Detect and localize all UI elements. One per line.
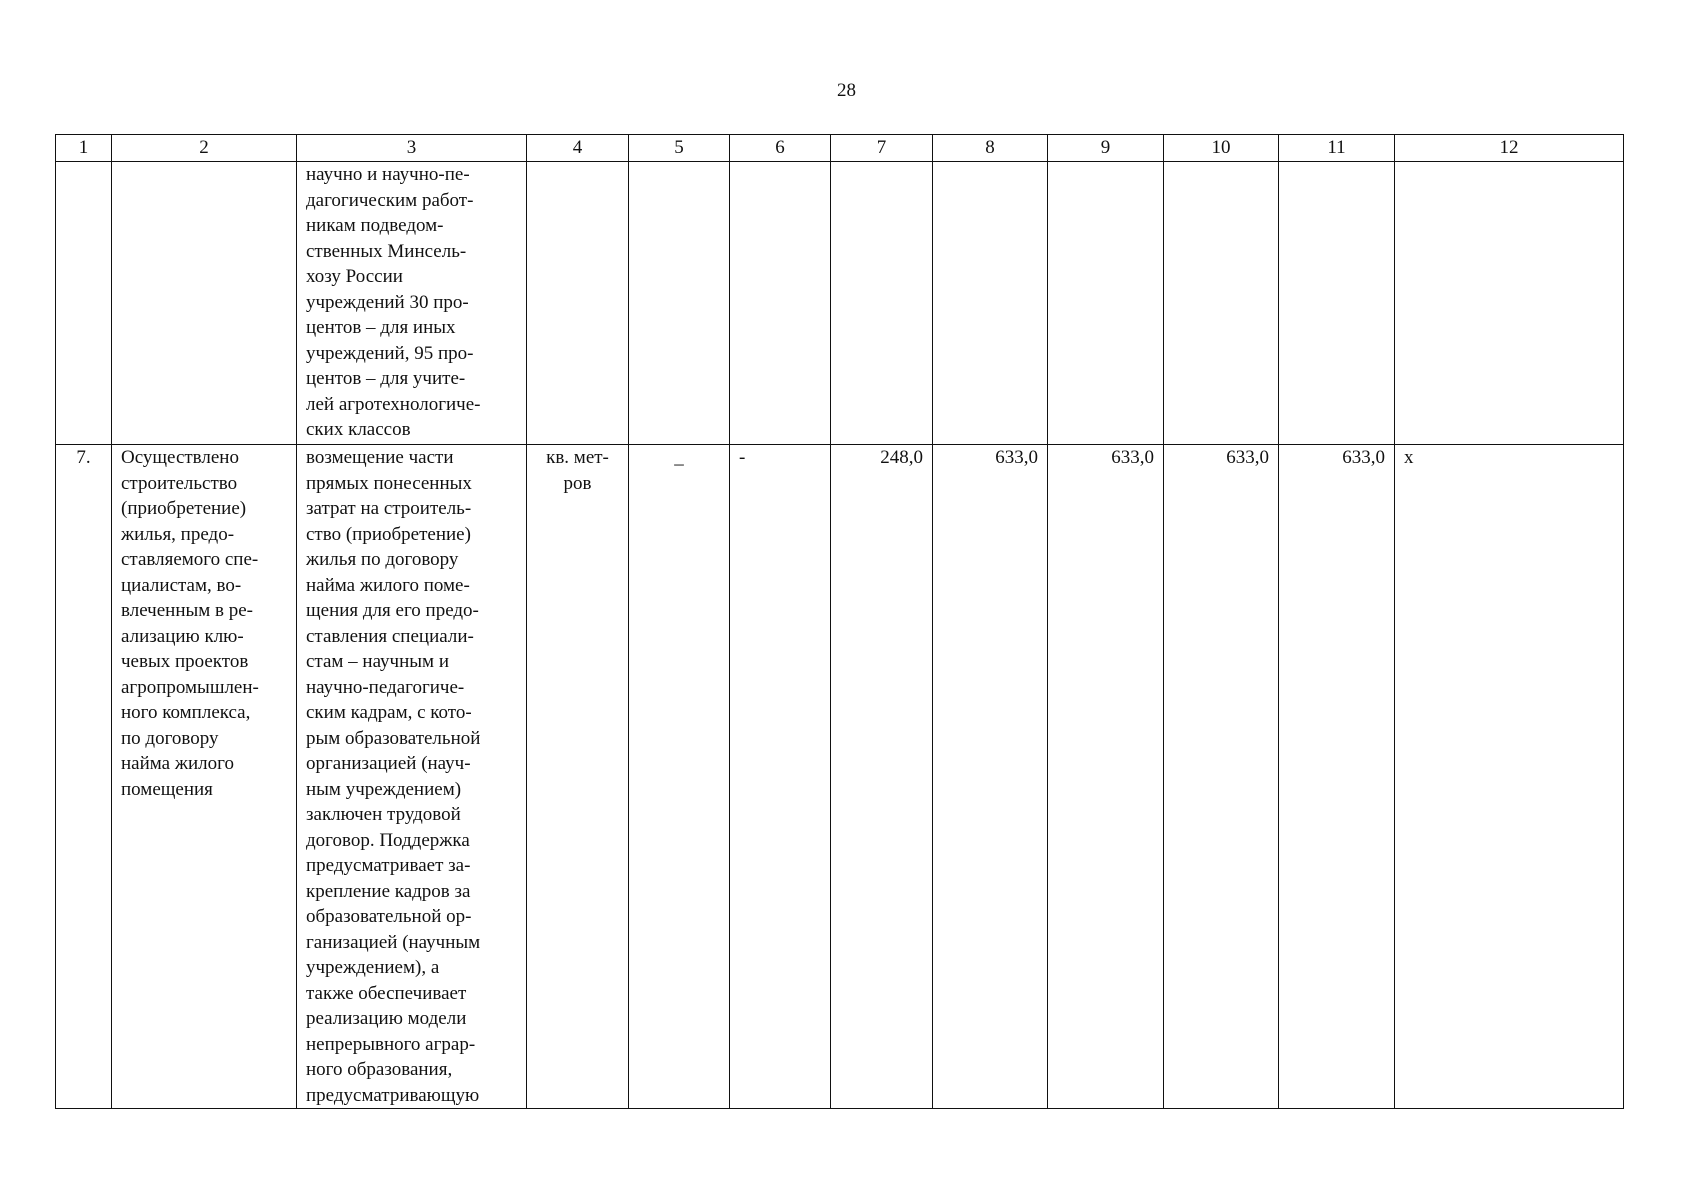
- cell-text: _: [674, 447, 684, 468]
- cell-result: [112, 162, 297, 445]
- header-col-1: 1: [56, 135, 112, 162]
- header-col-4: 4: [527, 135, 629, 162]
- cell-description: [297, 162, 527, 445]
- table-row: [56, 445, 1624, 1109]
- cell-col-11: [1279, 162, 1395, 445]
- cell-col-11: [1279, 445, 1395, 1109]
- header-col-6: 6: [730, 135, 831, 162]
- table-body: [56, 162, 1624, 1109]
- cell-text: -: [739, 447, 746, 468]
- cell-col-6: [730, 445, 831, 1109]
- cell-text: 633,0: [995, 447, 1038, 468]
- cell-text: научно и научно-пе- дагогическим работ- никам подведом- ственных Минсель- хозу России учреждений 30 про- центов – для иных учреждений, 95 про- центов – для учите- лей агротехнологиче- ских классов: [306, 164, 481, 440]
- data-table: [55, 134, 1624, 1109]
- cell-unit: [527, 162, 629, 445]
- cell-col-12: [1395, 162, 1624, 445]
- cell-col-5: [629, 162, 730, 445]
- cell-text: кв. мет- ров: [546, 447, 609, 494]
- cell-col-6: [730, 162, 831, 445]
- cell-text: возмещение части прямых понесенных затрат на строитель- ство (приобретение) жилья по договору найма жилого поме- щения для его предо- ставления специали- стам – научным и научно-педагогиче- ским кадрам, с кото- рым образовательной организацией (науч- ным учреждением) заключен трудовой договор. Поддержка предусматривает за- крепление кадров за образовательной ор- ганизацией (научным учреждением), а также обеспечивает реализацию модели непрерывного аграр- ного образования, предусматривающую: [306, 447, 481, 1106]
- cell-col-10: [1164, 162, 1279, 445]
- cell-col-8: [933, 445, 1048, 1109]
- header-col-3: 3: [297, 135, 527, 162]
- header-col-2: 2: [112, 135, 297, 162]
- cell-index: [56, 162, 112, 445]
- cell-col-5: [629, 445, 730, 1109]
- table-row: [56, 162, 1624, 445]
- header-col-11: 11: [1279, 135, 1395, 162]
- header-col-12: 12: [1395, 135, 1624, 162]
- cell-col-9: [1048, 162, 1164, 445]
- cell-text: 7.: [76, 447, 91, 468]
- cell-result: [112, 445, 297, 1109]
- cell-text: 633,0: [1342, 447, 1385, 468]
- cell-unit: [527, 445, 629, 1109]
- cell-description: [297, 445, 527, 1109]
- cell-text: х: [1404, 447, 1414, 468]
- cell-col-7: [831, 445, 933, 1109]
- cell-col-9: [1048, 445, 1164, 1109]
- cell-text: 633,0: [1226, 447, 1269, 468]
- table-header: [56, 135, 1624, 162]
- cell-index: [56, 445, 112, 1109]
- cell-text: 248,0: [880, 447, 923, 468]
- cell-text: 633,0: [1111, 447, 1154, 468]
- header-row: [56, 135, 1624, 162]
- cell-col-10: [1164, 445, 1279, 1109]
- header-col-10: 10: [1164, 135, 1279, 162]
- header-col-8: 8: [933, 135, 1048, 162]
- cell-text: Осуществлено строительство (приобретение) жилья, предо- ставляемого спе- циалистам, во- влеченным в ре- ализацию клю- чевых проектов агропромышлен- ного комплекса, по договору найма жилого помещения: [121, 447, 259, 800]
- header-col-9: 9: [1048, 135, 1164, 162]
- cell-col-7: [831, 162, 933, 445]
- page-number: 28: [837, 80, 856, 101]
- header-col-5: 5: [629, 135, 730, 162]
- cell-col-12: [1395, 445, 1624, 1109]
- header-col-7: 7: [831, 135, 933, 162]
- cell-col-8: [933, 162, 1048, 445]
